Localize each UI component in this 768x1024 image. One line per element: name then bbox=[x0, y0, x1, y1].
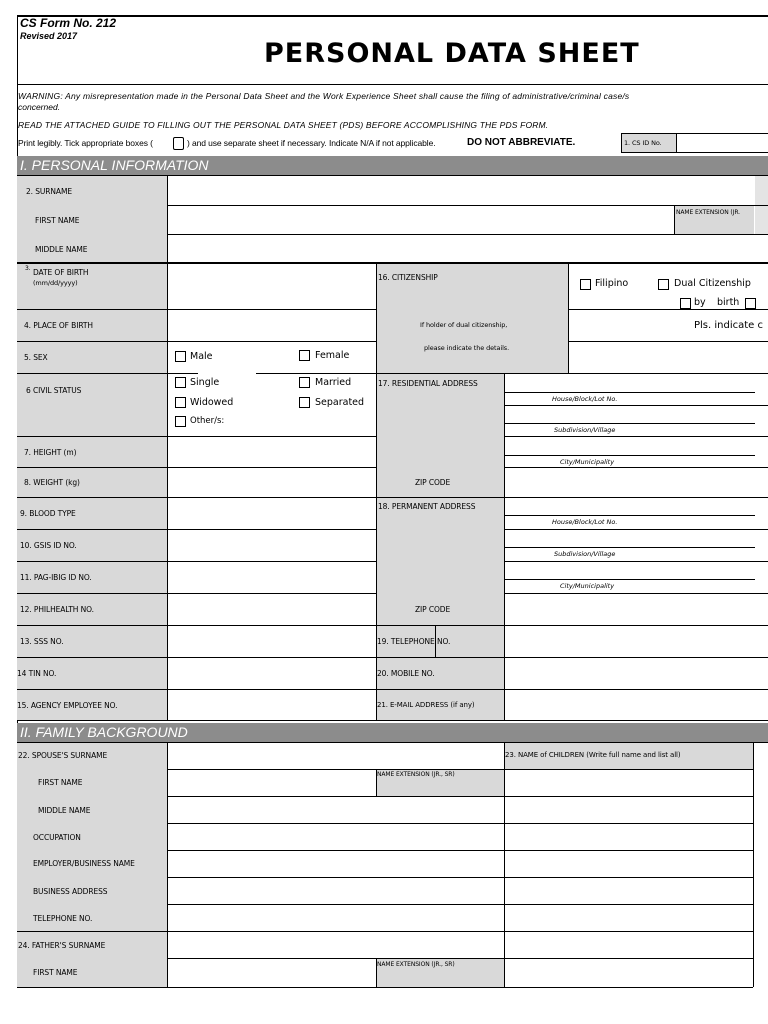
sex-male-label: Male bbox=[190, 351, 213, 362]
blood-type-input[interactable] bbox=[168, 498, 375, 528]
philhealth-input[interactable] bbox=[168, 594, 375, 624]
pagibig-input[interactable] bbox=[168, 562, 375, 592]
surname-input[interactable] bbox=[168, 176, 768, 204]
birth-label: birth bbox=[717, 297, 740, 308]
citizenship-dual-label: Dual Citizenship bbox=[674, 278, 751, 289]
res-subdivision-label: Subdivision/Village bbox=[554, 426, 616, 434]
print-instruction-b: ) and use separate sheet if necessary. Indicate N/A if not applicable. bbox=[187, 138, 436, 148]
dual-citizen-note-b: please indicate the details. bbox=[424, 344, 510, 352]
father-first-name-label: FIRST NAME bbox=[33, 968, 78, 977]
civil-married-checkbox[interactable] bbox=[299, 377, 310, 388]
gsis-label: 10. GSIS ID NO. bbox=[20, 541, 77, 550]
citizenship-filipino-label: Filipino bbox=[595, 278, 629, 289]
weight-label: 8. WEIGHT (kg) bbox=[24, 478, 80, 487]
civil-separated-checkbox[interactable] bbox=[299, 397, 310, 408]
father-first-name-input[interactable] bbox=[168, 959, 375, 986]
place-of-birth-label: 4. PLACE OF BIRTH bbox=[24, 321, 93, 330]
spouse-telephone-input[interactable] bbox=[168, 905, 503, 930]
civil-status-label: 6 CIVIL STATUS bbox=[26, 386, 82, 395]
sex-male-checkbox[interactable] bbox=[175, 351, 186, 362]
permanent-address-label: 18. PERMANENT ADDRESS bbox=[378, 502, 476, 511]
perm-zip-label: ZIP CODE bbox=[415, 605, 451, 614]
sex-label: 5. SEX bbox=[24, 353, 48, 362]
dob-number: 3. bbox=[25, 265, 31, 272]
date-of-birth-label: DATE OF BIRTH bbox=[33, 268, 89, 277]
email-input[interactable] bbox=[505, 690, 768, 719]
warning-text: WARNING: Any misrepresentation made in the Personal Data Sheet and the Work Experience Sheet shall cause the filing of administrative/criminal case/s bbox=[18, 91, 630, 101]
spouse-first-name-input[interactable] bbox=[168, 770, 375, 795]
spouse-surname-input[interactable] bbox=[168, 743, 503, 768]
spouse-telephone-label: TELEPHONE NO. bbox=[33, 914, 93, 923]
residential-address-label: 17. RESIDENTIAL ADDRESS bbox=[378, 379, 478, 388]
perm-subdivision-label: Subdivision/Village bbox=[554, 550, 616, 558]
sex-female-checkbox[interactable] bbox=[299, 350, 310, 361]
occupation-input[interactable] bbox=[168, 824, 503, 849]
sss-label: 13. SSS NO. bbox=[20, 637, 64, 646]
pls-indicate-country: Pls. indicate c bbox=[694, 320, 763, 331]
top-border bbox=[17, 15, 768, 17]
form-number: CS Form No. 212 bbox=[20, 16, 117, 30]
middle-name-label: MIDDLE NAME bbox=[35, 245, 88, 254]
civil-widowed-label: Widowed bbox=[190, 397, 234, 408]
place-of-birth-input[interactable] bbox=[168, 310, 375, 340]
civil-married-label: Married bbox=[315, 377, 352, 388]
perm-house-label: House/Block/Lot No. bbox=[552, 518, 618, 526]
by-label: by bbox=[694, 297, 706, 308]
employer-input[interactable] bbox=[168, 851, 503, 876]
spouse-middle-name-label: MIDDLE NAME bbox=[38, 806, 91, 815]
name-extension-label: NAME EXTENSION (JR. bbox=[676, 209, 740, 216]
sss-input[interactable] bbox=[168, 626, 375, 656]
civil-other-checkbox[interactable] bbox=[175, 416, 186, 427]
spouse-name-ext-label: NAME EXTENSION (JR., SR) bbox=[377, 771, 455, 778]
section-personal-information bbox=[17, 156, 768, 175]
tick-sample-box bbox=[173, 137, 184, 150]
cs-id-input[interactable] bbox=[676, 133, 768, 153]
citizenship-label: 16. CITIZENSHIP bbox=[378, 273, 438, 282]
children-label: 23. NAME of CHILDREN (Write full name and list all) bbox=[505, 751, 681, 759]
weight-input[interactable] bbox=[168, 468, 375, 496]
section-title: I. PERSONAL INFORMATION bbox=[20, 157, 209, 173]
surname-label: 2. SURNAME bbox=[26, 187, 72, 196]
agency-employee-label: 15. AGENCY EMPLOYEE NO. bbox=[17, 701, 118, 710]
tin-input[interactable] bbox=[168, 658, 375, 688]
dual-by-naturalization-checkbox[interactable] bbox=[745, 298, 756, 309]
middle-name-input[interactable] bbox=[168, 235, 768, 261]
res-zip-label: ZIP CODE bbox=[415, 478, 451, 487]
telephone-label: 19. TELEPHONE NO. bbox=[377, 637, 451, 646]
father-surname-input[interactable] bbox=[168, 932, 503, 957]
business-address-input[interactable] bbox=[168, 878, 503, 903]
header-divider bbox=[17, 84, 768, 85]
children-list-input[interactable] bbox=[505, 770, 752, 986]
occupation-label: OCCUPATION bbox=[33, 833, 81, 842]
father-name-ext-label: NAME EXTENSION (JR., SR) bbox=[377, 961, 455, 968]
civil-widowed-checkbox[interactable] bbox=[175, 397, 186, 408]
cs-id-label: 1. CS ID No. bbox=[624, 139, 662, 147]
no-abbreviate-text: DO NOT ABBREVIATE. bbox=[467, 137, 576, 148]
section-family-background bbox=[17, 723, 768, 742]
telephone-input[interactable] bbox=[505, 626, 768, 656]
philhealth-label: 12. PHILHEALTH NO. bbox=[20, 605, 94, 614]
dual-by-birth-checkbox[interactable] bbox=[680, 298, 691, 309]
date-format-label: (mm/dd/yyyy) bbox=[33, 279, 78, 287]
height-label: 7. HEIGHT (m) bbox=[24, 448, 77, 457]
spouse-middle-name-input[interactable] bbox=[168, 797, 503, 822]
section-title: II. FAMILY BACKGROUND bbox=[20, 724, 188, 740]
warning-text-cont: concerned. bbox=[18, 102, 61, 112]
sex-female-label: Female bbox=[315, 350, 350, 361]
res-city-label: City/Municipality bbox=[560, 458, 615, 466]
date-of-birth-input[interactable] bbox=[168, 264, 375, 308]
dual-citizen-note-a: If holder of dual citizenship, bbox=[420, 321, 508, 329]
blood-type-label: 9. BLOOD TYPE bbox=[20, 509, 76, 518]
print-instruction-a: Print legibly. Tick appropriate boxes ( bbox=[18, 138, 153, 148]
gsis-input[interactable] bbox=[168, 530, 375, 560]
email-label: 21. E-MAIL ADDRESS (if any) bbox=[377, 701, 475, 709]
mobile-label: 20. MOBILE NO. bbox=[377, 669, 435, 678]
form-revised: Revised 2017 bbox=[20, 31, 78, 41]
employer-label: EMPLOYER/BUSINESS NAME bbox=[33, 859, 135, 868]
father-surname-label: 24. FATHER'S SURNAME bbox=[18, 941, 106, 950]
agency-employee-input[interactable] bbox=[168, 690, 375, 719]
page-title: PERSONAL DATA SHEET bbox=[264, 38, 640, 69]
tin-label: 14 TIN NO. bbox=[17, 669, 57, 678]
citizenship-filipino-checkbox[interactable] bbox=[580, 279, 591, 290]
res-house-label: House/Block/Lot No. bbox=[552, 395, 618, 403]
read-guide-text: READ THE ATTACHED GUIDE TO FILLING OUT THE PERSONAL DATA SHEET (PDS) BEFORE ACCOMPLISHING THE PDS FORM. bbox=[18, 120, 549, 130]
mobile-input[interactable] bbox=[505, 658, 768, 688]
civil-single-label: Single bbox=[190, 377, 220, 388]
first-name-label: FIRST NAME bbox=[35, 216, 80, 225]
first-name-input[interactable] bbox=[168, 206, 673, 233]
pagibig-label: 11. PAG-IBIG ID NO. bbox=[20, 573, 92, 582]
citizenship-dual-checkbox[interactable] bbox=[658, 279, 669, 290]
business-address-label: BUSINESS ADDRESS bbox=[33, 887, 108, 896]
civil-single-checkbox[interactable] bbox=[175, 377, 186, 388]
civil-other-label: Other/s: bbox=[190, 416, 225, 426]
perm-city-label: City/Municipality bbox=[560, 582, 615, 590]
civil-row1-clip bbox=[168, 374, 375, 388]
civil-separated-label: Separated bbox=[315, 397, 365, 408]
spouse-surname-label: 22. SPOUSE'S SURNAME bbox=[18, 751, 108, 760]
height-input[interactable] bbox=[168, 437, 375, 466]
spouse-first-name-label: FIRST NAME bbox=[38, 778, 83, 787]
